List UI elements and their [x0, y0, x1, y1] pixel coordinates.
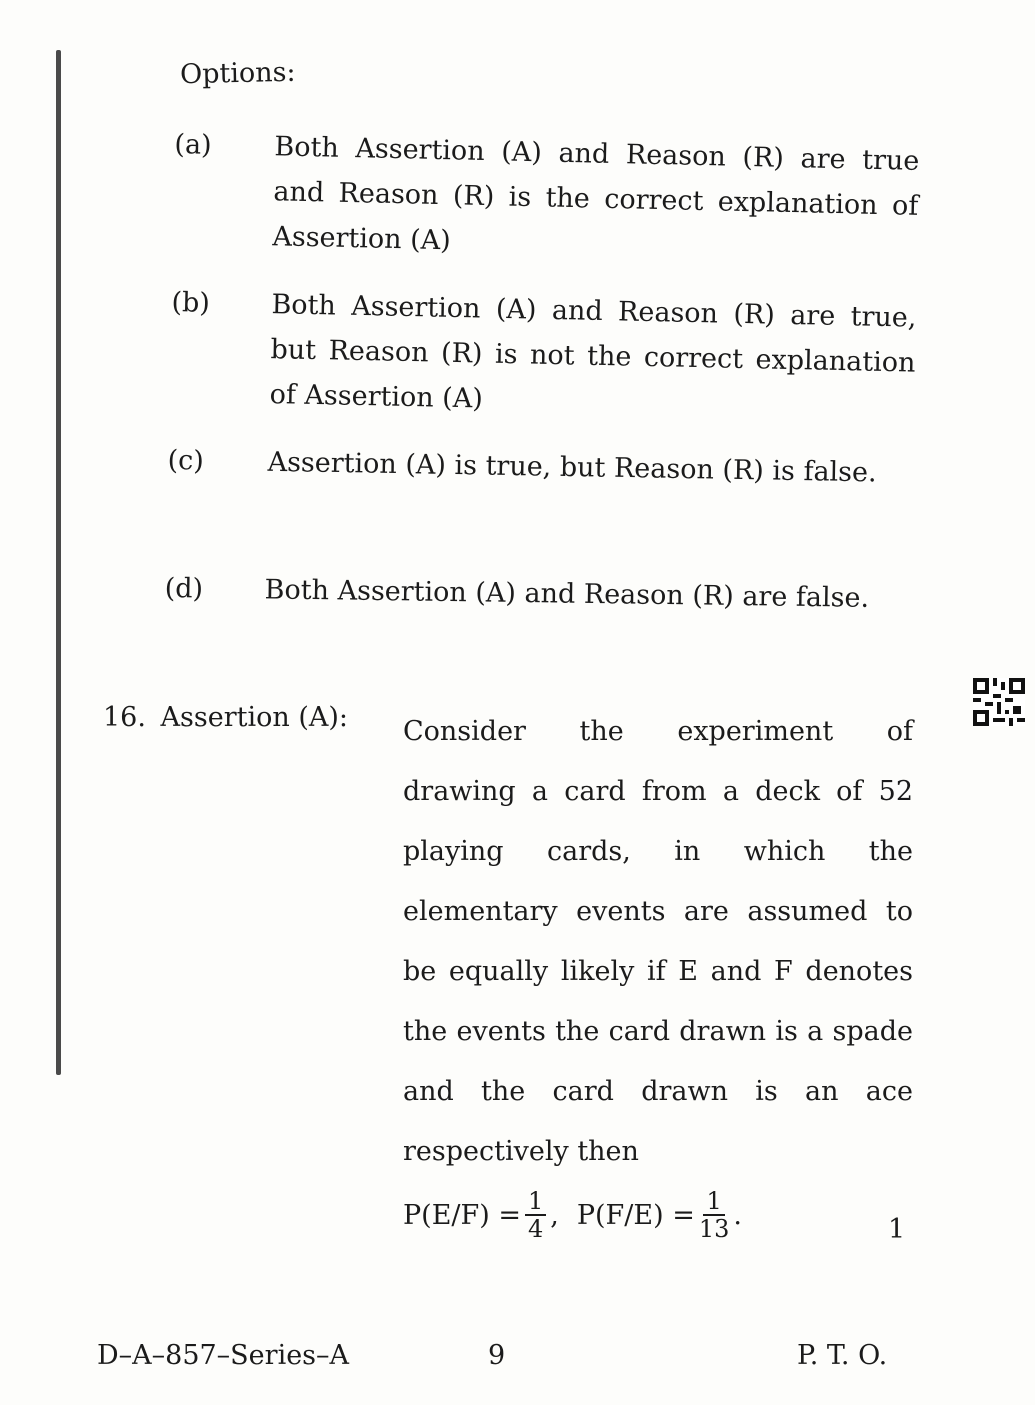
option-label: (b) [171, 286, 211, 319]
fraction-numerator: 1 [525, 1188, 546, 1216]
question-text: drawing a card from a deck of 52 playing cards, in which the elementary events are assumed to be equally likely if E and F denotes the events the card drawn is a spade and the card drawn is an ace respectively then [403, 776, 913, 1167]
option-label: (d) [164, 572, 204, 605]
option-text: Both Assertion (A) and Reason (R) are true, but Reason (R) is not the correct explanation of Assertion (A) [269, 289, 917, 415]
formula-lhs-2: P(F/E) = [576, 1199, 695, 1231]
fraction-numerator: 1 [703, 1188, 724, 1216]
option-text: Assertion (A) is true, but Reason (R) is false. [267, 446, 877, 489]
footer-page-number: 9 [488, 1340, 506, 1371]
qr-code-icon [973, 678, 1025, 726]
question-label: Assertion (A): [160, 702, 349, 733]
fraction-denominator: 4 [527, 1215, 544, 1243]
options-heading: Options: [179, 56, 296, 91]
formula-separator: , [550, 1199, 559, 1231]
option-label: (c) [167, 444, 205, 477]
question-number: 16. [103, 702, 146, 733]
formula-end: . [733, 1199, 742, 1231]
option-label: (a) [174, 128, 213, 161]
option-text: Both Assertion (A) and Reason (R) are true and Reason (R) is the correct explanation of Assertion (A) [272, 131, 920, 257]
option-text: Both Assertion (A) and Reason (R) are false. [264, 574, 870, 614]
binding-margin-line [56, 50, 61, 1075]
footer-paper-code: D–A–857–Series–A [97, 1340, 350, 1371]
fraction-one-quarter [525, 1188, 546, 1242]
formula-lhs-1: P(E/F) = [403, 1199, 521, 1231]
question-first-line: Consider the experiment of [403, 716, 913, 747]
footer-pto: P. T. O. [797, 1340, 888, 1371]
probability-formula [403, 1188, 742, 1242]
question-marks: 1 [888, 1214, 906, 1245]
fraction-denominator: 13 [698, 1215, 730, 1243]
question-header [103, 702, 348, 733]
fraction-one-thirteenth [699, 1188, 730, 1242]
